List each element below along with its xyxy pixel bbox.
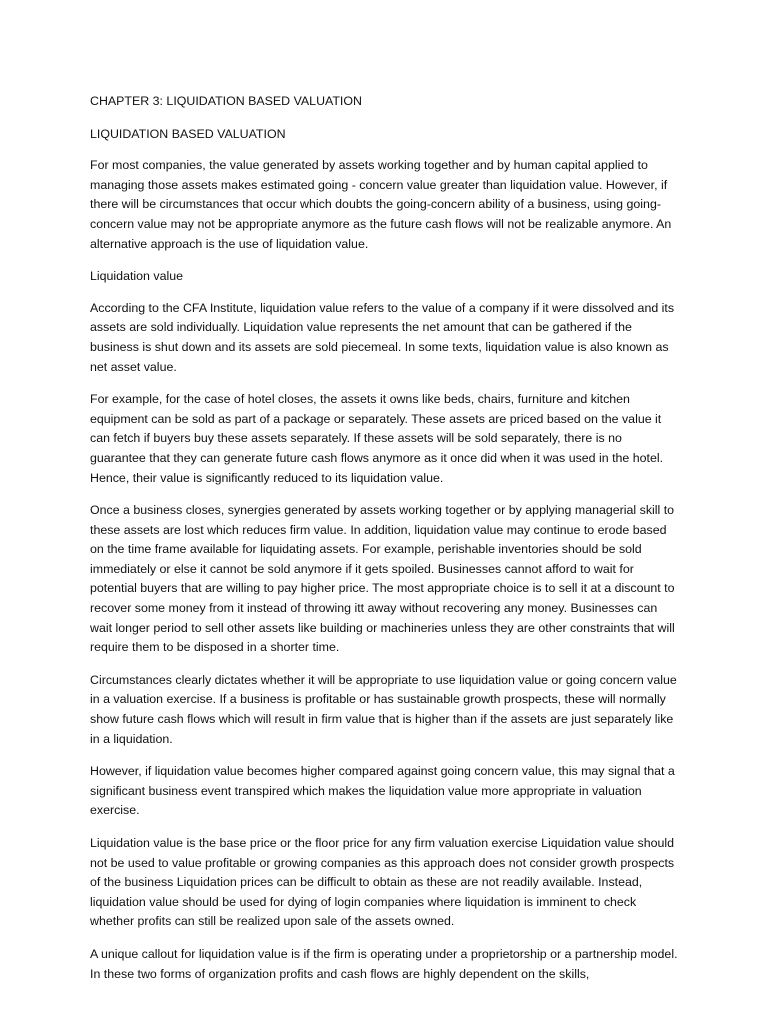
document-page: [90, 92, 680, 997]
body-paragraph: However, if liquidation value becomes higher compared against going concern value, this may signal that a significant business event transpired which makes the liquidation value more appropriate in valuation exercise.: [90, 764, 675, 818]
body-paragraph: For example, for the case of hotel closes, the assets it owns like beds, chairs, furniture and kitchen equipment can be sold as part of a package or separately. These assets are priced based on the value it can fetch if buyers buy these assets separately. If these assets will be sold separately, there is no guarantee that they can generate future cash flows anymore as it once did when it was used in the hotel. Hence, their value is significantly reduced to its liquidation value.: [90, 392, 664, 485]
body-paragraph: According to the CFA Institute, liquidation value refers to the value of a company if it were dissolved and its assets are sold individually. Liquidation value represents the net amount that can be gathered if the business is shut down and its assets are sold piecemeal. In some texts, liquidation value is also known as net asset value.: [90, 300, 675, 374]
body-paragraph: Liquidation value is the base price or the floor price for any firm valuation exercise Liquidation value should not be used to value profitable or growing companies as this approach does not consider growth prospects of the business Liquidation prices can be difficult to obtain as these are not readily available. Instead, liquidation value should be used for dying of login companies where liquidation is imminent to check whether profits can still be realized upon sale of the assets owned.: [90, 836, 675, 929]
intro-paragraph: For most companies, the value generated by assets working together and by human capital applied to managing those assets makes estimated going - concern value greater than liquidation value. However, if there will be circumstances that occur which doubts the going-concern ability of a business, using going-concern value may not be appropriate anymore as the future cash flows will not be realizable anymore. An alternative approach is the use of liquidation value.: [90, 158, 672, 251]
body-paragraphs: [90, 299, 680, 984]
chapter-title: CHAPTER 3: LIQUIDATION BASED VALUATION: [90, 94, 362, 108]
subheading-liquidation-value: Liquidation value: [90, 269, 184, 284]
section-title: LIQUIDATION BASED VALUATION: [90, 126, 286, 141]
body-paragraph: Circumstances clearly dictates whether it will be appropriate to use liquidation value or going concern value in a valuation exercise. If a business is profitable or has sustainable growth prospects, these will normally show future cash flows which will result in firm value that is higher than if the assets are just separately like in a liquidation.: [90, 672, 677, 746]
body-paragraph: Once a business closes, synergies generated by assets working together or by applying managerial skill to these assets are lost which reduces firm value. In addition, liquidation value may continue to erode based on the time frame available for liquidating assets. For example, perishable inventories should be sold immediately or else it cannot be sold anymore if it gets spoiled. Businesses cannot afford to wait for potential buyers that are willing to pay higher price. The most appropriate choice is to sell it at a discount to recover some money from it instead of throwing itt away without recovering any money. Businesses can wait longer period to sell other assets like building or machineries unless they are other constraints that will require them to be disposed in a shorter time.: [90, 503, 675, 655]
body-paragraph: A unique callout for liquidation value is if the firm is operating under a proprietorship or a partnership model. In these two forms of organization profits and cash flows are highly dependent on the skills,: [90, 946, 678, 981]
